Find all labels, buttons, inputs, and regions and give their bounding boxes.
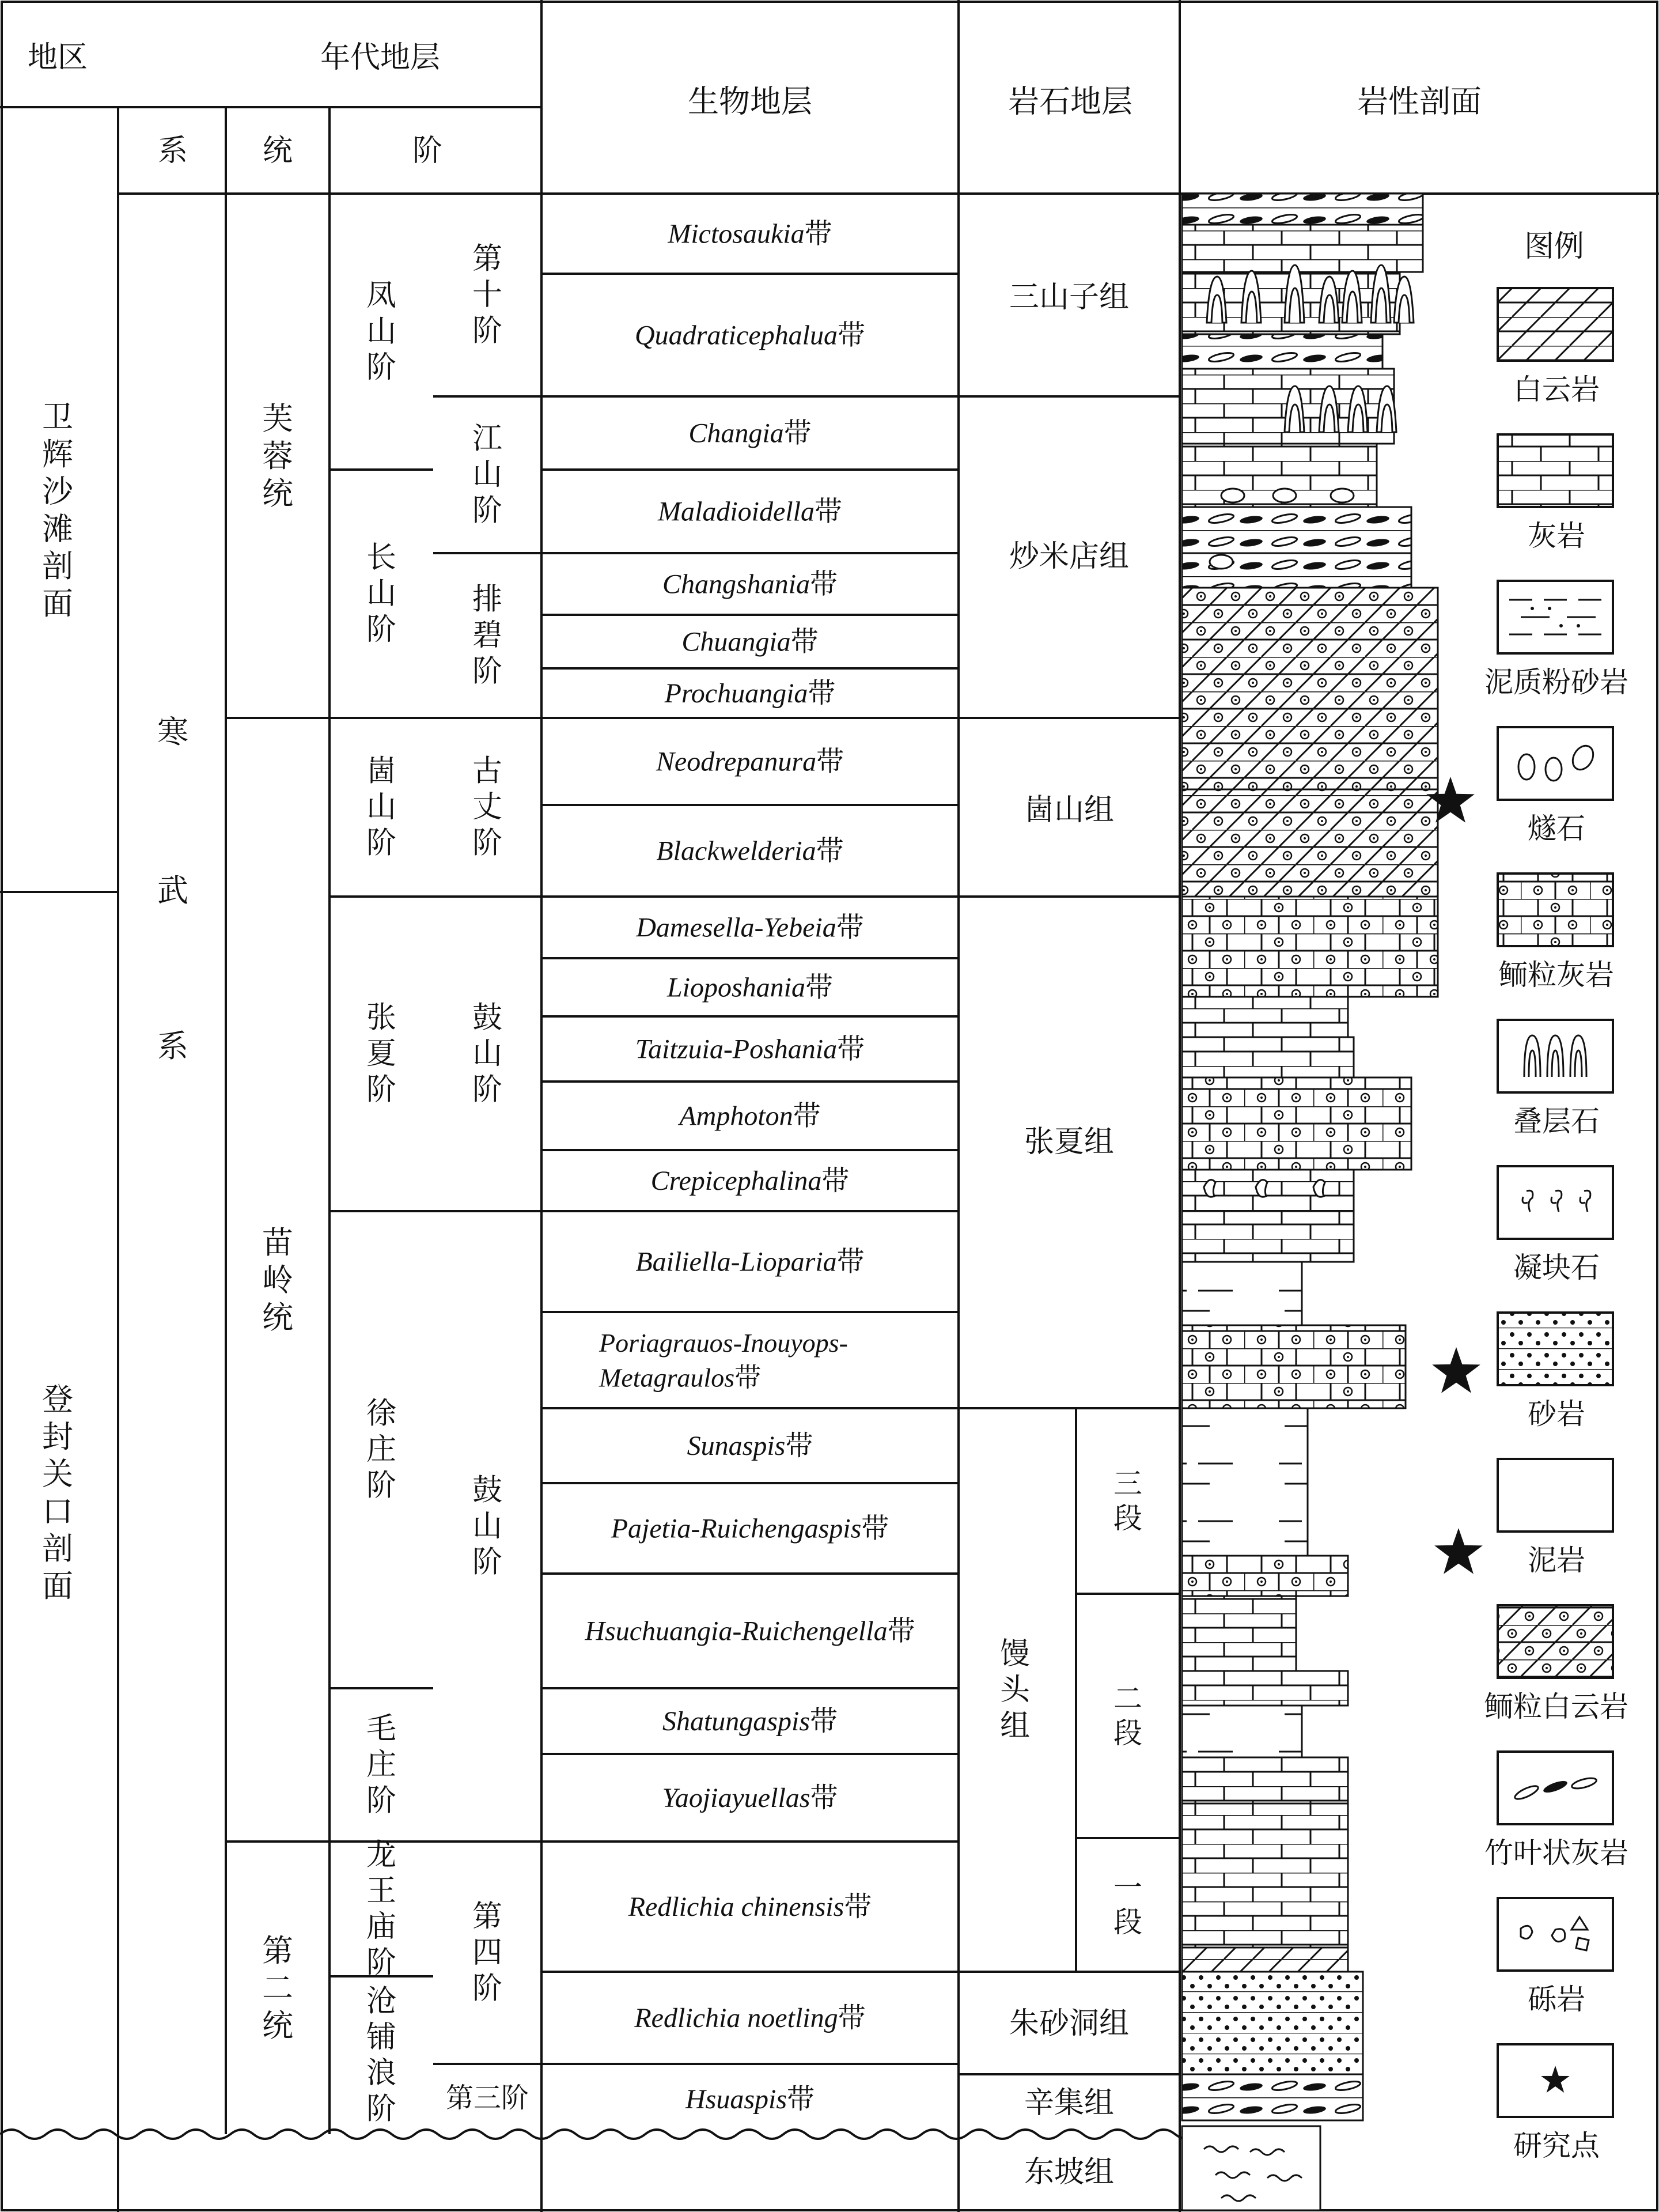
formation-5: 朱砂洞组 — [1009, 2006, 1130, 2041]
chert-swatch — [1498, 727, 1613, 800]
header-chronostrat: 年代地层 — [320, 40, 441, 75]
local-stage-5: 毛庄阶 — [366, 1711, 397, 1818]
member-2: 一段 — [1113, 1871, 1142, 1939]
lith-bed — [1182, 1757, 1348, 1803]
legend-item-oolitic-limestone — [1498, 874, 1614, 992]
mudstone-swatch — [1498, 1459, 1613, 1532]
basement-rock — [1182, 2126, 1320, 2210]
lith-bed — [1182, 997, 1348, 1037]
intl-stage-1: 江山阶 — [472, 421, 503, 528]
header-lith-profile: 岩性剖面 — [1357, 83, 1482, 120]
legend-label: 凝块石 — [1513, 1251, 1600, 1284]
lith-bed — [1182, 1803, 1348, 1948]
formation-1: 炒米店组 — [1009, 539, 1130, 574]
chert-symbol — [1221, 489, 1244, 502]
series-1: 苗岭统 — [262, 1224, 293, 1336]
region-weihui: 卫辉沙滩剖面 — [42, 398, 73, 622]
local-stage-0: 凤山阶 — [366, 278, 397, 385]
series-0: 芙蓉统 — [262, 400, 293, 512]
legend-item-flat-pebble-limestone — [1484, 1752, 1628, 1870]
biozone-8: Blackwelderia带 — [656, 834, 844, 867]
biozone-18: Hsuchuangia-Ruichengella带 — [585, 1614, 915, 1647]
biozone-6: Prochuangia带 — [664, 677, 836, 709]
header-system: 系 — [157, 134, 188, 168]
biozone-3: Maladioidella带 — [658, 495, 842, 528]
biozone-5: Chuangia带 — [681, 625, 819, 658]
formation-0: 三山子组 — [1009, 280, 1130, 315]
legend-title: 图例 — [1524, 229, 1585, 264]
legend-label: 泥质粉砂岩 — [1484, 666, 1628, 699]
sandstone-swatch — [1498, 1313, 1613, 1385]
header-region: 地区 — [27, 40, 88, 75]
biozone-17: Pajetia-Ruichengaspis带 — [611, 1512, 889, 1545]
study-site-star — [1434, 1528, 1483, 1574]
lith-bed — [1182, 1037, 1354, 1077]
limestone-swatch — [1498, 434, 1613, 507]
lith-bed — [1182, 897, 1438, 997]
chert-symbol — [1273, 489, 1296, 502]
legend-item-sandstone — [1498, 1313, 1613, 1431]
lith-bed — [1182, 1211, 1354, 1262]
lith-bed — [1182, 1671, 1348, 1706]
legend-label: 鲕粒灰岩 — [1499, 958, 1614, 992]
legend-label: 砂岩 — [1528, 1397, 1585, 1431]
formation-7: 东坡组 — [1024, 2155, 1115, 2190]
study-site-star — [1432, 1347, 1480, 1393]
oolitic-limestone-swatch — [1498, 874, 1613, 946]
header-biostrat: 生物地层 — [688, 83, 812, 120]
system-char: 系 — [157, 1027, 188, 1064]
legend-item-mudstone — [1498, 1459, 1613, 1577]
legend-label: 叠层石 — [1513, 1105, 1600, 1138]
biozone-22: Redlichia noetling带 — [634, 2002, 866, 2034]
lith-bed — [1182, 588, 1438, 789]
biozone-16: Sunaspis带 — [687, 1430, 813, 1462]
legend-label: 竹叶状灰岩 — [1484, 1836, 1628, 1870]
dolomite-swatch — [1498, 288, 1613, 361]
biozone-15: Poriagrauos-Inouyops- — [599, 1328, 848, 1358]
local-stage-3: 张夏阶 — [366, 1000, 397, 1107]
biozone-15-line2: Metagraulos带 — [599, 1362, 762, 1393]
intl-stage-4: 鼓山阶 — [472, 1000, 503, 1107]
lith-bed — [1182, 1706, 1302, 1757]
chert-symbol — [1331, 489, 1354, 502]
legend-item-limestone — [1498, 434, 1613, 553]
formation-2: 崮山组 — [1024, 793, 1115, 827]
biozone-13: Crepicephalina带 — [650, 1164, 850, 1197]
intl-stage-6: 第四阶 — [472, 1899, 503, 2006]
biozone-19: Shatungaspis带 — [662, 1705, 838, 1737]
legend-item-muddy-siltstone — [1484, 581, 1628, 699]
region-dengfeng: 登封关口剖面 — [42, 1381, 73, 1604]
header-stage: 阶 — [412, 134, 443, 168]
legend-item-conglomerate — [1498, 1898, 1613, 2016]
intl-stage-5: 鼓山阶 — [472, 1473, 503, 1580]
conglomerate-swatch — [1498, 1898, 1613, 1971]
intl-stage-0: 第十阶 — [472, 241, 503, 349]
intl-stage-7: 第三阶 — [445, 2082, 529, 2114]
biozone-7: Neodrepanura带 — [656, 745, 844, 778]
lith-bed — [1182, 225, 1423, 272]
local-stage-2: 崮山阶 — [366, 754, 397, 861]
lith-bed — [1182, 1596, 1296, 1671]
local-stage-1: 长山阶 — [366, 540, 397, 647]
header-series: 统 — [262, 134, 293, 168]
legend-label: 燧石 — [1528, 812, 1585, 845]
local-stage-6: 龙王庙阶 — [366, 1837, 397, 1980]
formation-3: 张夏组 — [1024, 1125, 1115, 1159]
lith-bed — [1182, 1948, 1348, 1972]
biozone-14: Bailiella-Lioparia带 — [635, 1245, 865, 1278]
lith-bed — [1182, 1408, 1308, 1556]
local-stage-7: 沧铺浪阶 — [366, 1984, 397, 2127]
legend-item-thrombolite — [1498, 1166, 1613, 1284]
lith-bed — [1182, 1262, 1302, 1325]
legend-label: 砾岩 — [1528, 1983, 1585, 2016]
legend-item-oolitic-dolomite — [1484, 1605, 1628, 1723]
biozone-10: Lioposhania带 — [666, 971, 834, 1004]
member-0: 三段 — [1113, 1467, 1142, 1535]
formation-6: 辛集组 — [1024, 2086, 1115, 2120]
lith-bed — [1182, 1972, 1363, 2074]
lith-bed — [1182, 334, 1382, 369]
biozone-20: Yaojiayuellas带 — [662, 1782, 838, 1814]
biozone-21: Redlichia chinensis带 — [628, 1890, 872, 1923]
chert-symbol — [1210, 555, 1233, 569]
legend-item-chert — [1498, 727, 1613, 845]
legend-label: 泥岩 — [1528, 1544, 1585, 1577]
biozone-4: Changshania带 — [662, 568, 838, 600]
system-char: 武 — [157, 872, 188, 909]
series-2: 第二统 — [262, 1932, 293, 2044]
local-stage-4: 徐庄阶 — [366, 1396, 397, 1503]
formation-4: 馒头组 — [999, 1636, 1031, 1744]
unconformity-line — [0, 2130, 1198, 2139]
oolitic-dolomite-swatch — [1498, 1605, 1613, 1678]
system-char: 寒 — [157, 713, 188, 750]
stromatolite-swatch — [1498, 1020, 1613, 1092]
biozone-9: Damesella-Yebeia带 — [636, 911, 864, 944]
biozone-11: Taitzuia-Poshania带 — [635, 1033, 865, 1065]
lith-bed — [1182, 1077, 1411, 1170]
lith-bed — [1182, 1325, 1406, 1408]
lith-bed — [1182, 2074, 1363, 2120]
biozone-0: Mictosaukia带 — [668, 217, 832, 250]
biozone-1: Quadraticephalua带 — [635, 319, 865, 351]
legend-label: 白云岩 — [1513, 373, 1600, 406]
legend-item-stromatolite — [1498, 1020, 1613, 1138]
header-lithostrat: 岩石地层 — [1008, 83, 1132, 120]
intl-stage-3: 古丈阶 — [472, 754, 503, 861]
lith-bed — [1182, 507, 1411, 553]
biozone-12: Amphoton带 — [679, 1099, 821, 1132]
intl-stage-2: 排碧阶 — [472, 582, 503, 689]
legend-item-study-site — [1498, 2044, 1613, 2162]
lith-bed — [1182, 1556, 1348, 1596]
legend-label: 研究点 — [1513, 2129, 1600, 2162]
lith-bed — [1182, 789, 1438, 897]
member-1: 二段 — [1113, 1682, 1142, 1750]
legend-label: 鲕粒白云岩 — [1484, 1690, 1628, 1723]
lith-bed — [1182, 194, 1423, 225]
biozone-2: Changia带 — [688, 417, 812, 449]
legend-label: 灰岩 — [1528, 519, 1585, 553]
legend-item-dolomite — [1498, 288, 1613, 406]
biozone-23: Hsuaspis带 — [685, 2083, 815, 2115]
